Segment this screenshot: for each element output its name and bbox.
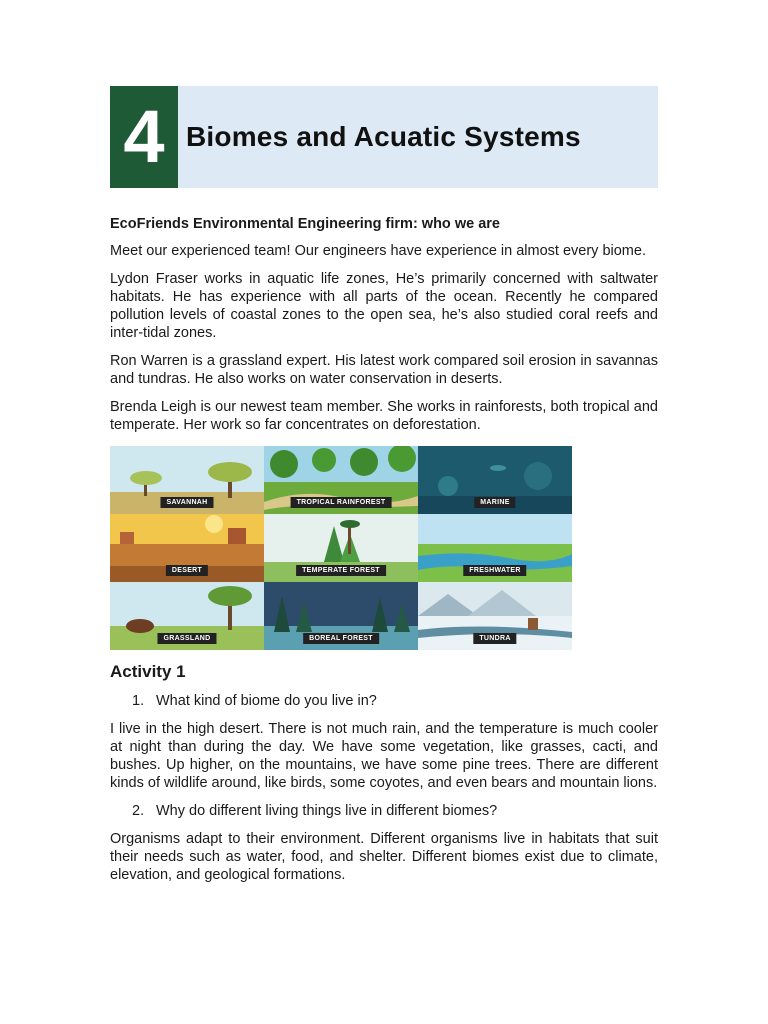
biome-label: TEMPERATE FOREST xyxy=(296,565,386,576)
answer-2: Organisms adapt to their environment. Different organisms live in habitats that suit their needs such as water, food, and shelter. Different biomes exist due to climate, elevation, and geological formations. xyxy=(110,831,658,883)
biome-label: DESERT xyxy=(166,565,208,576)
biome-label: TROPICAL RAINFOREST xyxy=(291,497,392,508)
biome-label: SAVANNAH xyxy=(160,497,213,508)
biome-panel-freshwater xyxy=(418,514,572,582)
biome-label: MARINE xyxy=(474,497,515,508)
section-heading: EcoFriends Environmental Engineering firm: who we are xyxy=(110,216,500,232)
biome-illustration-grid xyxy=(110,446,572,650)
paragraph-intro: Meet our experienced team! Our engineers have experience in almost every biome. xyxy=(110,243,646,259)
question-2 xyxy=(132,802,658,820)
answer-1: I live in the high desert. There is not much rain, and the temperature is much cooler at night than during the day. We have some vegetation, like grasses, cacti, and bushes. Up higher, on the mountains, we have some pine trees. There are different kinds of wildlife around, like birds, some coyotes, and even bears and mountain lions. xyxy=(110,721,658,791)
question-1 xyxy=(132,692,658,710)
chapter-number: 4 xyxy=(110,86,178,188)
activity-title: Activity 1 xyxy=(110,662,186,681)
biome-panel-marine xyxy=(418,446,572,514)
question-text: What kind of biome do you live in? xyxy=(156,693,377,709)
chapter-title: Biomes and Acuatic Systems xyxy=(186,121,581,152)
question-number: 2. xyxy=(132,803,145,819)
biome-label: BOREAL FOREST xyxy=(303,633,379,644)
biome-label: TUNDRA xyxy=(473,633,516,644)
biome-panel-desert xyxy=(110,514,264,582)
biome-panel-tundra xyxy=(418,582,572,650)
biome-label: FRESHWATER xyxy=(463,565,526,576)
biome-panel-temperate-forest xyxy=(264,514,418,582)
biome-panel-tropical-rainforest xyxy=(264,446,418,514)
chapter-header xyxy=(110,86,658,188)
question-text: Why do different living things live in different biomes? xyxy=(156,803,498,819)
paragraph-brenda: Brenda Leigh is our newest team member. She works in rainforests, both tropical and temperate. Her work so far concentrates on deforestation. xyxy=(110,399,658,433)
biome-panel-boreal-forest xyxy=(264,582,418,650)
paragraph-lydon: Lydon Fraser works in aquatic life zones, He’s primarily concerned with saltwater habitats. He has experience with all parts of the ocean. Recently he compared pollution levels of coastal zones to the open sea, he’s also studied coral reefs and inter-tidal zones. xyxy=(110,271,658,341)
biome-panel-grassland xyxy=(110,582,264,650)
document-page xyxy=(110,86,658,884)
question-number: 1. xyxy=(132,693,145,709)
biome-label: GRASSLAND xyxy=(157,633,216,644)
biome-panel-savannah xyxy=(110,446,264,514)
paragraph-ron: Ron Warren is a grassland expert. His latest work compared soil erosion in savannas and tundras. He also works on water conservation in deserts. xyxy=(110,353,658,387)
